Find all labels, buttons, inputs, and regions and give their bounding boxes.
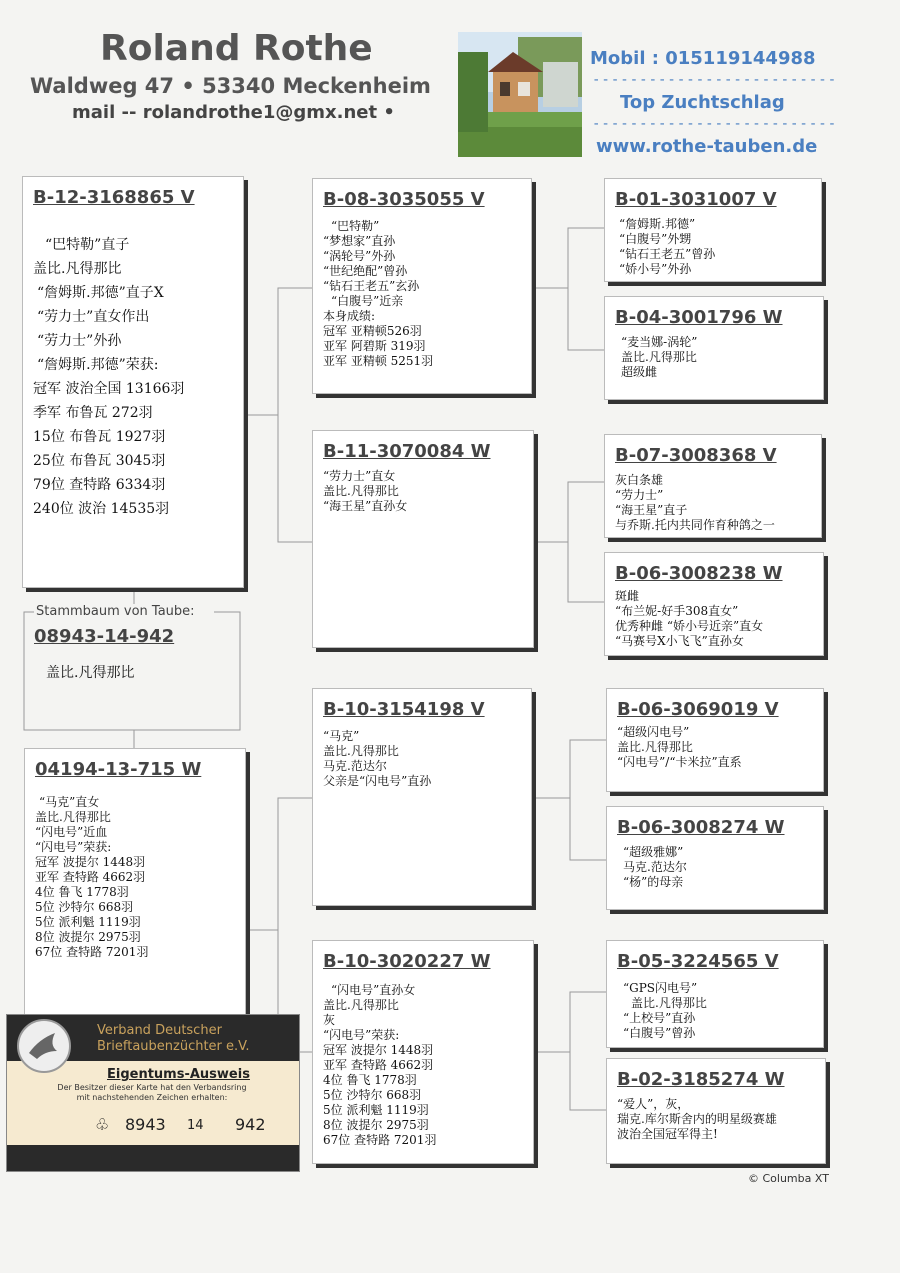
- card-line: “爱人”，灰，: [617, 1097, 690, 1111]
- card-line: 5位 沙特尔 668羽: [35, 900, 134, 914]
- card-line: “马克”: [323, 729, 360, 743]
- card-line: 本身成绩:: [323, 309, 376, 323]
- great-grandparent-card: [606, 688, 824, 792]
- card-line: “闪电号”直孙女: [331, 983, 416, 997]
- card-line: 5位 派利魁 1119羽: [323, 1103, 429, 1117]
- card-line: 瑞克.库尔斯舍内的明星级赛雄: [617, 1112, 777, 1126]
- card-line: 240位 波治 14535羽: [33, 501, 170, 517]
- card-line: “钻石王老五”曾孙: [619, 247, 716, 261]
- card-line: 79位 查特路 6334羽: [33, 477, 166, 493]
- card-line: “劳力士”外孙: [37, 333, 122, 349]
- breeder-address: Waldweg 47 • 53340 Meckenheim: [30, 74, 431, 98]
- great-grandparent-card: [604, 552, 824, 656]
- card-line: “马赛号X小飞飞”直孙女: [615, 634, 744, 648]
- card-line: 斑雌: [615, 589, 640, 603]
- card-line: “麦当娜-涡轮”: [621, 335, 698, 349]
- card-line: 马克.范达尔: [623, 860, 687, 874]
- mobile-number: Mobil : 015119144988: [590, 48, 816, 69]
- card-line: 盖比.凡得那比: [35, 810, 111, 824]
- ring-number: B-08-3035055 V: [323, 189, 485, 210]
- card-line: “闪电号”近血: [35, 825, 108, 839]
- card-line: “马克”直女: [39, 795, 100, 809]
- card-line: “超级闪电号”: [617, 725, 690, 739]
- card-line: 与乔斯.托内共同作育种鸽之一: [615, 518, 775, 532]
- card-line: 超级雌: [621, 365, 658, 379]
- breeder-email: mail -- rolandrothe1@gmx.net •: [72, 102, 395, 123]
- ring-number: B-05-3224565 V: [617, 951, 779, 972]
- ring-year: 14: [187, 1118, 204, 1133]
- card-line: “詹姆斯.邦德”直子X: [37, 285, 164, 301]
- card-line: 亚军 查特路 4662羽: [35, 870, 146, 884]
- ring-number: B-06-3069019 V: [617, 699, 779, 720]
- card-line: “上校号”直孙: [623, 1011, 696, 1025]
- card-line: 4位 鲁飞 1778羽: [35, 885, 129, 899]
- card-description: Der Besitzer dieser Karte hat den Verbandsring: [57, 1083, 247, 1092]
- card-line: 4位 鲁飞 1778羽: [323, 1073, 417, 1087]
- card-line: “白腹号”曾孙: [623, 1026, 696, 1040]
- sire-card: [22, 176, 244, 588]
- card-line: 盖比.凡得那比: [323, 484, 399, 498]
- tagline: Top Zuchtschlag: [620, 92, 785, 113]
- card-line: “劳力士”: [615, 488, 664, 502]
- card-line: “涡轮号”外孙: [323, 249, 396, 263]
- divider: --------------------------: [592, 116, 838, 132]
- card-line: “白腹号”近亲: [331, 294, 404, 308]
- great-grandparent-card: [604, 296, 824, 400]
- ring-number: B-04-3001796 W: [615, 307, 783, 328]
- card-line: 盖比.凡得那比: [621, 350, 697, 364]
- ring-number: B-06-3008274 W: [617, 817, 785, 838]
- ring-number: B-07-3008368 V: [615, 445, 777, 466]
- card-line: 盖比.凡得那比: [323, 744, 399, 758]
- card-line: “詹姆斯.邦德”: [619, 217, 696, 231]
- card-line: “布兰妮-好手308直女”: [615, 604, 739, 618]
- card-description: mit nachstehenden Zeichen erhalten:: [76, 1093, 228, 1102]
- great-grandparent-card: [606, 1058, 826, 1164]
- card-line: “劳力士”直女作出: [37, 309, 150, 325]
- website-link[interactable]: www.rothe-tauben.de: [596, 136, 818, 157]
- card-line: “闪电号”/“卡米拉”直系: [617, 755, 742, 769]
- card-line: “GPS闪电号”: [623, 981, 698, 995]
- card-line: 盖比.凡得那比: [617, 740, 693, 754]
- card-line: 盖比.凡得那比: [631, 996, 707, 1010]
- granddam-maternal-card: [312, 940, 534, 1164]
- card-line: “闪电号”荣获:: [323, 1028, 400, 1042]
- card-line: 冠军 亚精顿526羽: [323, 324, 422, 338]
- card-line: “巴特勒”直子: [45, 237, 130, 253]
- card-line: 亚军 阿碧斯 319羽: [323, 339, 426, 353]
- grandsire-maternal-card: [312, 688, 532, 906]
- card-line: “巴特勒”: [331, 219, 380, 233]
- ring-number: B-10-3020227 W: [323, 951, 491, 972]
- ring-number-part: 942: [235, 1115, 266, 1134]
- card-line: 冠军 波治全国 13166羽: [33, 381, 185, 397]
- copyright: © Columba XT: [748, 1172, 829, 1185]
- subject-ring-id: 08943-14-942: [34, 626, 175, 647]
- card-line: 灰白条雄: [615, 473, 664, 487]
- card-line: “梦想家”直孙: [323, 234, 396, 248]
- card-line: “海王星”直孙女: [323, 499, 408, 513]
- grandsire-paternal-card: [312, 178, 532, 394]
- card-line: “超级雅娜”: [623, 845, 684, 859]
- card-line: 亚军 查特路 4662羽: [323, 1058, 434, 1072]
- card-line: 5位 沙特尔 668羽: [323, 1088, 422, 1102]
- card-line: 盖比.凡得那比: [323, 998, 399, 1012]
- card-line: 25位 布鲁瓦 3045羽: [33, 453, 166, 469]
- ring-number: B-06-3008238 W: [615, 563, 783, 584]
- card-line: 灰: [323, 1013, 336, 1027]
- pigeon-logo-icon: [17, 1019, 71, 1073]
- association-name-line2: Brieftaubenzüchter e.V.: [97, 1039, 250, 1054]
- card-line: “白腹号”外甥: [619, 232, 692, 246]
- ring-number: B-02-3185274 W: [617, 1069, 785, 1090]
- card-line: 67位 查特路 7201羽: [323, 1133, 437, 1147]
- card-line: “海王星”直子: [615, 503, 688, 517]
- ring-number: B-01-3031007 V: [615, 189, 777, 210]
- great-grandparent-card: [604, 434, 822, 538]
- card-line: 优秀种雌 “娇小号近亲”直女: [615, 619, 764, 633]
- card-line: “詹姆斯.邦德”荣获:: [37, 357, 159, 373]
- card-line: “杨”的母亲: [623, 875, 684, 889]
- ring-number: B-11-3070084 W: [323, 441, 491, 462]
- ring-number: B-10-3154198 V: [323, 699, 485, 720]
- divider: --------------------------: [592, 72, 838, 88]
- card-line: “劳力士”直女: [323, 469, 396, 483]
- card-line: 季军 布鲁瓦 272羽: [33, 405, 153, 421]
- association-name-line1: Verband Deutscher: [97, 1023, 222, 1038]
- card-line: “世纪绝配”曾孙: [323, 264, 408, 278]
- breeder-name: Roland Rothe: [100, 28, 373, 69]
- pedigree-label: Stammbaum von Taube:: [36, 604, 195, 619]
- great-grandparent-card: [604, 178, 822, 282]
- card-line: 盖比.凡得那比: [33, 261, 122, 277]
- great-grandparent-card: [606, 806, 824, 910]
- great-grandparent-card: [606, 940, 824, 1048]
- card-line: 冠军 波提尔 1448羽: [35, 855, 146, 869]
- card-line: “钻石王老五”玄孙: [323, 279, 420, 293]
- ring-symbol-icon: ♧: [95, 1115, 110, 1134]
- card-line: 波治全国冠军得主!: [617, 1127, 718, 1141]
- card-line: 5位 派利魁 1119羽: [35, 915, 141, 929]
- ring-number-part: 8943: [125, 1115, 166, 1134]
- granddam-paternal-card: [312, 430, 534, 648]
- dam-card: [24, 748, 246, 1018]
- card-line: 67位 查特路 7201羽: [35, 945, 149, 959]
- card-line: 8位 波提尔 2975羽: [35, 930, 141, 944]
- ring-number: 04194-13-715 W: [35, 759, 202, 780]
- subject-note: 盖比.凡得那比: [46, 665, 135, 681]
- card-line: 15位 布鲁瓦 1927羽: [33, 429, 166, 445]
- card-line: 马克.范达尔: [323, 759, 387, 773]
- card-line: 亚军 亚精顿 5251羽: [323, 354, 434, 368]
- card-line: “闪电号”荣获:: [35, 840, 112, 854]
- card-line: “娇小号”外孙: [619, 262, 692, 276]
- card-line: 冠军 波提尔 1448羽: [323, 1043, 434, 1057]
- card-title: Eigentums-Ausweis: [107, 1067, 250, 1082]
- card-line: 8位 波提尔 2975羽: [323, 1118, 429, 1132]
- ownership-card: [6, 1014, 300, 1172]
- ring-number: B-12-3168865 V: [33, 187, 195, 208]
- card-footer-band: [7, 1145, 299, 1171]
- card-line: 父亲是“闪电号”直孙: [323, 774, 432, 788]
